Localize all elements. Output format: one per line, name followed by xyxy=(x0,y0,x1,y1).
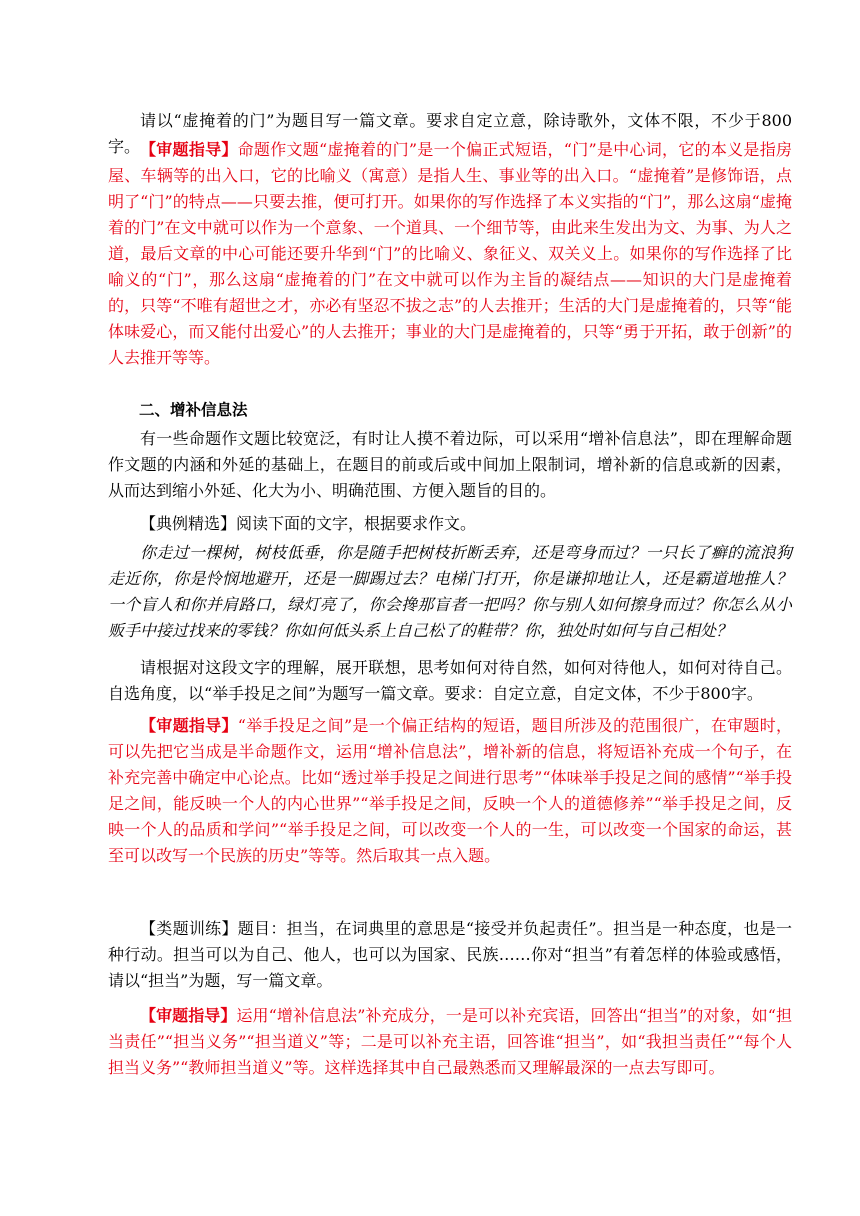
prompt-paragraph-2: 请根据对这段文字的理解，展开联想，思考如何对待自然，如何对待他人，如何对待自己。自选角度，以“举手投足之间”为题写一篇文章。要求：自定立意，自定文体，不少于800字。 xyxy=(108,658,792,703)
guide-paragraph-3 xyxy=(108,1003,792,1081)
guide-tag-3: 【审题指导】 xyxy=(140,1006,237,1025)
guide-text-2: “举手投足之间”是一个偏正结构的短语，题目所涉及的范围很广，在审题时，可以先把它当成是半命题作文，运用“增补信息法”，增补新的信息，将短语补充成一个句子，在补充完善中确定中心论点。比如“透过举手投足之间进行思考”“体味举手投足之间的感情”“举手投足之间，能反映一个人的内心世界”“举手投足之间，反映一个人的道德修养”“举手投足之间，反映一个人的品质和学问”“举手投足之间，可以改变一个人的一生，可以改变一个国家的命运，甚至可以改写一个民族的历史”等等。然后取其一点入题。 xyxy=(108,716,792,865)
guide-text-3: 运用“增补信息法”补充成分，一是可以补充宾语，回答出“担当”的对象，如“担当责任”“担当义务”“担当道义”等；二是可以补充主语，回答谁“担当”，如“我担当责任”“每个人担当义务”“教师担当道义”等。这样选择其中自己最熟悉而又理解最深的一点去写即可。 xyxy=(108,1006,792,1077)
prompt-text-1: 请以“虚掩着的门”为题目写一篇文章。要求自定立意，除诗歌外，文体不限，不少于800字。 xyxy=(108,111,792,156)
guide-paragraph-1 xyxy=(108,137,792,371)
guide-text-1: 命题作文题“虚掩着的门”是一个偏正式短语，“门”是中心词，它的本义是指房屋、车辆等的出入口，它的比喻义（寓意）是指人生、事业等的出入口。“虚掩着”是修饰语，点明了“门”的特点——只要去推，便可打开。如果你的写作选择了本义实指的“门”，那么这扇“虚掩着的门”在文中就可以作为一个意象、一个道具、一个细节等，由此来生发出为文、为事、为人之道，最后文章的中心可能还要升华到“门”的比喻义、象征义、双关义上。如果你的写作选择了比喻义的“门”，那么这扇“虚掩着的门”在文中就可以作为主旨的凝结点——知识的大门是虚掩着的，只等“不唯有超世之才，亦必有坚忍不拔之志”的人去推开；生活的大门是虚掩着的，只等“能体味爱心，而又能付出爱心”的人去推开；事业的大门是虚掩着的，只等“勇于开拓，敢于创新”的人去推开等等。 xyxy=(108,140,792,367)
example-intro-paragraph xyxy=(108,511,792,537)
guide-paragraph-2 xyxy=(108,713,792,869)
example-tag: 【典例精选】 xyxy=(140,514,237,533)
training-text: 题目：担当，在词典里的意思是“接受并负起责任”。担当是一种态度，也是一种行动。担当可以为自己、他人，也可以为国家、民族……你对“担当”有着怎样的体验或感悟，请以“担当”为题，写一篇文章。 xyxy=(108,919,792,990)
training-tag: 【类题训练】 xyxy=(140,919,238,938)
section-heading: 二、增补信息法 xyxy=(139,401,248,419)
guide-tag-1: 【审题指导】 xyxy=(140,140,238,159)
example-intro-text: 阅读下面的文字，根据要求作文。 xyxy=(236,514,477,533)
example-passage: 你走过一棵树，树枝低垂，你是随手把树枝折断丢弃，还是弯身而过？一只长了癣的流浪狗走近你，你是怜悯地避开，还是一脚踢过去？电梯门打开，你是谦抑地让人，还是霸道地推人？一个盲人和你并肩路口，绿灯亮了，你会搀那盲者一把吗？你与别人如何擦身而过？你怎么从小贩手中接过找来的零钱？你如何低头系上自己松了的鞋带？你，独处时如何与自己相处？ xyxy=(108,543,792,640)
training-paragraph xyxy=(108,916,792,994)
method-paragraph: 有一些命题作文题比较宽泛，有时让人摸不着边际，可以采用“增补信息法”，即在理解命题作文题的内涵和外延的基础上，在题目的前或后或中间加上限制词，增补新的信息或新的因素，从而达到缩小外延、化大为小、明确范围、方便入题旨的目的。 xyxy=(108,429,792,500)
guide-tag-2: 【审题指导】 xyxy=(140,716,238,735)
